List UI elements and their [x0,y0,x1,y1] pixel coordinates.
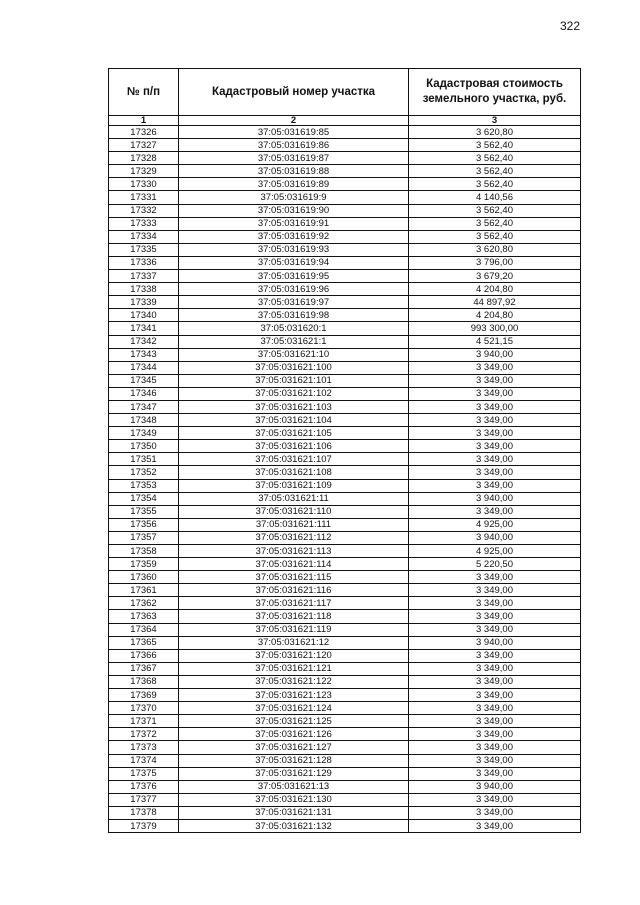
cell-cadastral-value: 3 349,00 [409,374,581,387]
cell-row-number: 17367 [109,662,179,675]
table-row [109,440,581,453]
table-row [109,741,581,754]
table-row [109,178,581,191]
cell-cadastral-number: 37:05:031621:127 [179,741,409,754]
cell-cadastral-number: 37:05:031621:126 [179,728,409,741]
cell-cadastral-number: 37:05:031619:96 [179,283,409,296]
cell-row-number: 17358 [109,545,179,558]
cell-cadastral-value: 3 940,00 [409,636,581,649]
table-row [109,780,581,793]
cell-row-number: 17327 [109,139,179,152]
cell-row-number: 17341 [109,322,179,335]
table-row [109,374,581,387]
table-row [109,518,581,531]
table-row [109,479,581,492]
cell-cadastral-number: 37:05:031621:101 [179,374,409,387]
header-row-number: № п/п [109,69,179,116]
cell-cadastral-value: 3 349,00 [409,754,581,767]
cell-cadastral-value: 3 349,00 [409,649,581,662]
cell-cadastral-value: 3 562,40 [409,165,581,178]
cell-row-number: 17354 [109,492,179,505]
cell-cadastral-value: 3 349,00 [409,597,581,610]
cell-row-number: 17356 [109,518,179,531]
table-row [109,335,581,348]
table-header-row [109,69,581,116]
table-row [109,191,581,204]
cell-cadastral-number: 37:05:031621:122 [179,675,409,688]
cell-cadastral-value: 3 940,00 [409,348,581,361]
cell-row-number: 17363 [109,610,179,623]
cell-cadastral-number: 37:05:031621:132 [179,819,409,832]
table-row [109,505,581,518]
cell-cadastral-value: 44 897,92 [409,296,581,309]
table-row [109,152,581,165]
table-row [109,453,581,466]
header-cadastral-value: Кадастровая стоимость земельного участка, руб. [409,69,581,116]
cell-cadastral-value: 3 349,00 [409,623,581,636]
cell-cadastral-value: 3 349,00 [409,414,581,427]
table-row [109,597,581,610]
cell-cadastral-value: 3 562,40 [409,178,581,191]
cell-cadastral-number: 37:05:031621:113 [179,545,409,558]
cell-cadastral-value: 3 349,00 [409,767,581,780]
cell-cadastral-value: 3 562,40 [409,204,581,217]
table-row [109,400,581,413]
cell-cadastral-value: 3 349,00 [409,505,581,518]
table-row [109,427,581,440]
cell-cadastral-number: 37:05:031620:1 [179,322,409,335]
cell-row-number: 17328 [109,152,179,165]
cell-row-number: 17373 [109,741,179,754]
cell-cadastral-value: 3 562,40 [409,139,581,152]
cell-cadastral-number: 37:05:031619:95 [179,270,409,283]
cell-cadastral-number: 37:05:031621:119 [179,623,409,636]
cell-row-number: 17378 [109,806,179,819]
cell-row-number: 17369 [109,689,179,702]
cell-cadastral-value: 3 562,40 [409,230,581,243]
cell-cadastral-number: 37:05:031619:93 [179,243,409,256]
cell-cadastral-value: 3 620,80 [409,126,581,139]
cell-row-number: 17332 [109,204,179,217]
cell-row-number: 17352 [109,466,179,479]
cell-row-number: 17336 [109,256,179,269]
cell-cadastral-number: 37:05:031619:85 [179,126,409,139]
column-number: 2 [179,116,409,126]
cell-row-number: 17349 [109,427,179,440]
cell-cadastral-value: 5 220,50 [409,558,581,571]
cell-row-number: 17368 [109,675,179,688]
cell-row-number: 17337 [109,270,179,283]
table-row [109,571,581,584]
cell-cadastral-value: 3 940,00 [409,531,581,544]
cell-cadastral-number: 37:05:031621:100 [179,361,409,374]
cell-cadastral-number: 37:05:031621:125 [179,715,409,728]
table-row [109,584,581,597]
cell-cadastral-value: 3 349,00 [409,793,581,806]
cell-cadastral-number: 37:05:031619:88 [179,165,409,178]
cell-cadastral-value: 3 940,00 [409,780,581,793]
cell-row-number: 17374 [109,754,179,767]
table-row [109,675,581,688]
cell-row-number: 17365 [109,636,179,649]
cell-row-number: 17375 [109,767,179,780]
table-row [109,243,581,256]
table-row [109,545,581,558]
column-number: 1 [109,116,179,126]
cell-row-number: 17366 [109,649,179,662]
table-row [109,728,581,741]
cell-row-number: 17360 [109,571,179,584]
table-row [109,414,581,427]
cell-cadastral-value: 3 349,00 [409,400,581,413]
table-row [109,348,581,361]
cell-cadastral-number: 37:05:031621:107 [179,453,409,466]
cell-cadastral-value: 3 349,00 [409,715,581,728]
cell-cadastral-number: 37:05:031621:111 [179,518,409,531]
table-row [109,702,581,715]
cell-row-number: 17364 [109,623,179,636]
cell-cadastral-number: 37:05:031621:10 [179,348,409,361]
cell-cadastral-value: 3 349,00 [409,361,581,374]
cell-cadastral-number: 37:05:031621:118 [179,610,409,623]
cell-cadastral-number: 37:05:031621:121 [179,662,409,675]
cell-cadastral-number: 37:05:031619:97 [179,296,409,309]
cell-cadastral-value: 3 349,00 [409,741,581,754]
table-row [109,715,581,728]
cell-cadastral-value: 4 204,80 [409,283,581,296]
cell-row-number: 17372 [109,728,179,741]
cell-cadastral-number: 37:05:031621:128 [179,754,409,767]
table-row [109,296,581,309]
cell-cadastral-number: 37:05:031619:94 [179,256,409,269]
cell-cadastral-value: 3 349,00 [409,819,581,832]
table-row [109,283,581,296]
cell-cadastral-number: 37:05:031621:116 [179,584,409,597]
table-row [109,610,581,623]
table-row [109,165,581,178]
cell-row-number: 17362 [109,597,179,610]
table-row [109,256,581,269]
cell-row-number: 17343 [109,348,179,361]
cell-cadastral-value: 3 349,00 [409,806,581,819]
cell-row-number: 17350 [109,440,179,453]
table-row [109,361,581,374]
table-row [109,623,581,636]
cell-row-number: 17347 [109,400,179,413]
cell-cadastral-value: 4 925,00 [409,545,581,558]
cell-row-number: 17353 [109,479,179,492]
cell-cadastral-number: 37:05:031619:86 [179,139,409,152]
cell-cadastral-number: 37:05:031621:108 [179,466,409,479]
cell-cadastral-number: 37:05:031621:117 [179,597,409,610]
cell-cadastral-value: 3 349,00 [409,466,581,479]
table-row [109,558,581,571]
cell-cadastral-value: 4 521,15 [409,335,581,348]
table-row [109,662,581,675]
cell-cadastral-value: 3 349,00 [409,728,581,741]
cell-cadastral-number: 37:05:031619:89 [179,178,409,191]
cell-cadastral-number: 37:05:031621:110 [179,505,409,518]
cell-cadastral-value: 3 349,00 [409,689,581,702]
header-cadastral-number: Кадастровый номер участка [179,69,409,116]
cell-cadastral-value: 3 349,00 [409,387,581,400]
cell-row-number: 17355 [109,505,179,518]
table-row [109,217,581,230]
table-row [109,819,581,832]
cell-row-number: 17334 [109,230,179,243]
cell-row-number: 17376 [109,780,179,793]
cell-cadastral-value: 3 796,00 [409,256,581,269]
cell-row-number: 17345 [109,374,179,387]
table-row [109,204,581,217]
cell-cadastral-value: 4 140,56 [409,191,581,204]
cell-cadastral-value: 4 204,80 [409,309,581,322]
cell-cadastral-value: 4 925,00 [409,518,581,531]
table-row [109,139,581,152]
cell-cadastral-number: 37:05:031621:112 [179,531,409,544]
cell-row-number: 17379 [109,819,179,832]
cell-row-number: 17330 [109,178,179,191]
cell-cadastral-number: 37:05:031621:102 [179,387,409,400]
cell-cadastral-number: 37:05:031619:9 [179,191,409,204]
cell-row-number: 17359 [109,558,179,571]
cell-cadastral-number: 37:05:031621:130 [179,793,409,806]
table-row [109,531,581,544]
cell-row-number: 17340 [109,309,179,322]
table-row [109,793,581,806]
cell-cadastral-number: 37:05:031621:123 [179,689,409,702]
cell-cadastral-value: 3 349,00 [409,584,581,597]
cell-row-number: 17335 [109,243,179,256]
table-row [109,754,581,767]
cell-cadastral-number: 37:05:031621:131 [179,806,409,819]
table-row [109,689,581,702]
page-number: 322 [559,19,580,33]
cell-row-number: 17351 [109,453,179,466]
cell-cadastral-value: 3 349,00 [409,662,581,675]
table-row [109,387,581,400]
table-row [109,322,581,335]
table-row [109,767,581,780]
cell-row-number: 17339 [109,296,179,309]
cell-cadastral-value: 3 679,20 [409,270,581,283]
cell-cadastral-number: 37:05:031621:13 [179,780,409,793]
cell-cadastral-number: 37:05:031621:115 [179,571,409,584]
cell-cadastral-number: 37:05:031621:105 [179,427,409,440]
cell-cadastral-number: 37:05:031619:92 [179,230,409,243]
column-number-row [109,116,581,126]
cell-cadastral-number: 37:05:031619:98 [179,309,409,322]
cell-cadastral-value: 3 349,00 [409,610,581,623]
cell-cadastral-number: 37:05:031621:129 [179,767,409,780]
cell-cadastral-value: 3 349,00 [409,440,581,453]
table-row [109,466,581,479]
cell-cadastral-number: 37:05:031621:12 [179,636,409,649]
cell-cadastral-number: 37:05:031621:11 [179,492,409,505]
cell-row-number: 17338 [109,283,179,296]
cell-row-number: 17342 [109,335,179,348]
cell-cadastral-value: 3 562,40 [409,217,581,230]
table-row [109,806,581,819]
table-row [109,309,581,322]
cell-row-number: 17326 [109,126,179,139]
cell-cadastral-number: 37:05:031619:90 [179,204,409,217]
cell-row-number: 17357 [109,531,179,544]
cell-cadastral-number: 37:05:031621:114 [179,558,409,571]
table-row [109,492,581,505]
cell-row-number: 17346 [109,387,179,400]
table-row [109,636,581,649]
table-row [109,230,581,243]
table-row [109,126,581,139]
cell-row-number: 17348 [109,414,179,427]
cell-cadastral-number: 37:05:031621:103 [179,400,409,413]
cell-row-number: 17370 [109,702,179,715]
cell-cadastral-number: 37:05:031621:1 [179,335,409,348]
cell-cadastral-number: 37:05:031619:91 [179,217,409,230]
cell-row-number: 17371 [109,715,179,728]
cell-cadastral-value: 3 940,00 [409,492,581,505]
cell-cadastral-value: 3 349,00 [409,675,581,688]
cell-cadastral-number: 37:05:031621:109 [179,479,409,492]
cell-cadastral-value: 3 562,40 [409,152,581,165]
cell-cadastral-value: 3 349,00 [409,702,581,715]
cell-row-number: 17329 [109,165,179,178]
cell-row-number: 17331 [109,191,179,204]
cell-cadastral-value: 3 349,00 [409,427,581,440]
cell-cadastral-value: 3 620,80 [409,243,581,256]
cell-cadastral-value: 993 300,00 [409,322,581,335]
cell-cadastral-number: 37:05:031621:120 [179,649,409,662]
cell-cadastral-value: 3 349,00 [409,453,581,466]
cell-row-number: 17361 [109,584,179,597]
cell-cadastral-number: 37:05:031621:106 [179,440,409,453]
cell-row-number: 17333 [109,217,179,230]
cell-cadastral-number: 37:05:031619:87 [179,152,409,165]
cell-cadastral-number: 37:05:031621:124 [179,702,409,715]
column-number: 3 [409,116,581,126]
cell-cadastral-number: 37:05:031621:104 [179,414,409,427]
cell-row-number: 17344 [109,361,179,374]
cell-cadastral-value: 3 349,00 [409,479,581,492]
table-row [109,649,581,662]
cell-cadastral-value: 3 349,00 [409,571,581,584]
cadastral-value-table [108,68,581,833]
table-row [109,270,581,283]
cell-row-number: 17377 [109,793,179,806]
